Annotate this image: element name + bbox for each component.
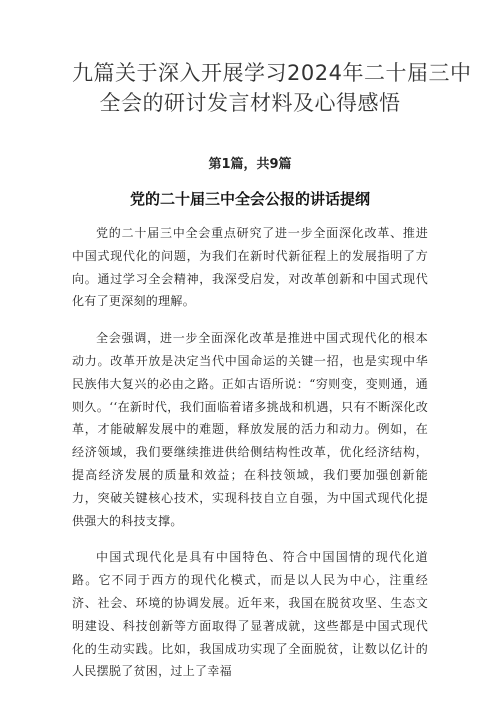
section-title: 党的二十届三中全会公报的讲话提纲 (129, 190, 370, 208)
paragraph-3: 中国式现代化是具有中国特色、符合中国国情的现代化道路。它不同于西方的现代化模式，而是以人民为中心，注重经济、社会、环境的协调发展。近年来，我国在脱贫攻坚、生态文明建设、科技创新等方面取得了显著成就，这些都是中国式现代化的生动实践。比如，我国成功实现了全面脱贫，让数以亿计的人民摆脱了贫困，过上了幸福 (72, 550, 428, 679)
part-label: 第1篇，共9篇 (208, 157, 292, 172)
document-title-line-1: 九篇关于深入开展学习2024年二十届三中 (72, 61, 472, 85)
paragraph-1: 党的二十届三中全会重点研究了进一步全面深化改革、推进中国式现代化的问题，为我们在新时代新征程上的发展指明了方向。通过学习全会精神，我深受启发，对改革创新和中国式现代化有了更深刻的理解。 (72, 226, 428, 309)
document-body (72, 222, 428, 683)
document-title-line-2: 全会的研讨发言材料及心得感悟 (99, 91, 401, 115)
document-title (72, 58, 472, 118)
paragraph-2: 全会强调，进一步全面深化改革是推进中国式现代化的根本动力。改革开放是决定当代中国命运的关键一招，也是实现中华民族伟大复兴的必由之路。正如古语所说：“穷则变，变则通，通则久。‘‘在新时代，我们面临着诸多挑战和机遇，只有不断深化改革，才能破解发展中的难题，释放发展的活力和动力。例如，在经济领域，我们要继续推进供给侧结构性改革，优化经济结构，提高经济发展的质量和效益；在科技领域，我们要加强创新能力，突破关键核心技术，实现科技自立自强，为中国式现代化提供强大的科技支撑。 (72, 331, 428, 528)
